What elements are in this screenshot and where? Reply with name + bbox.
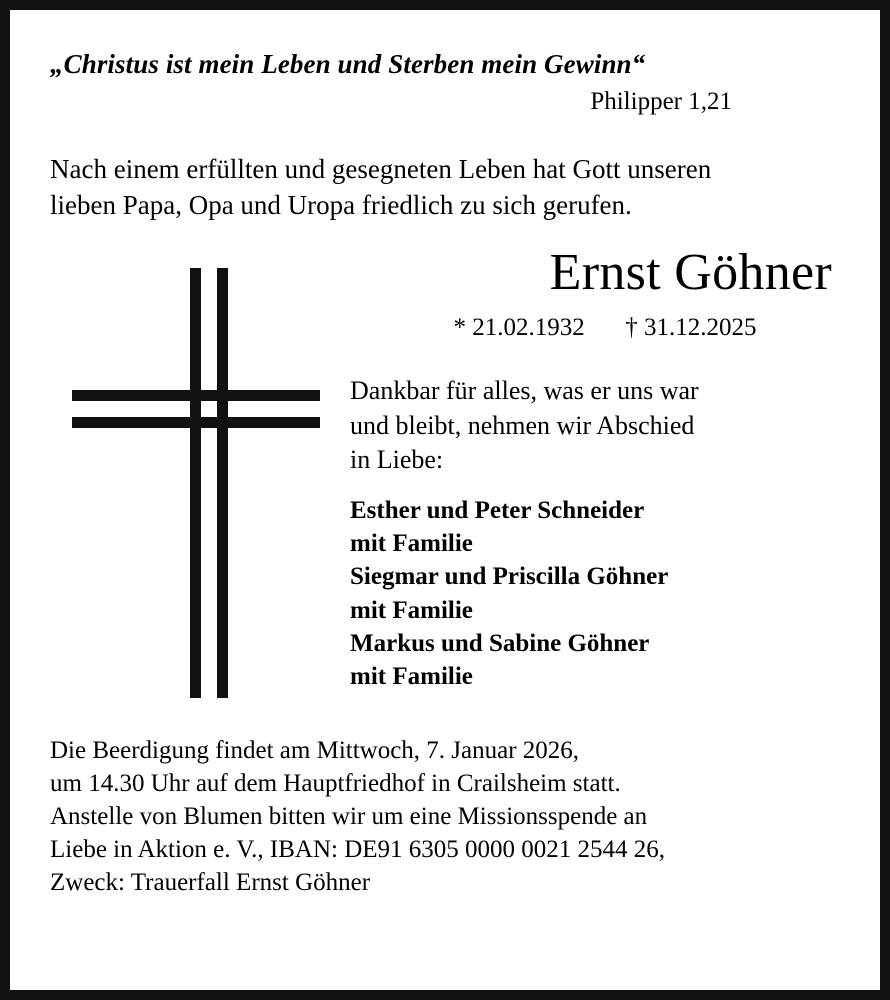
funeral-line-5: Zweck: Trauerfall Ernst Göhner	[50, 868, 371, 896]
body-area	[50, 243, 840, 716]
cross-icon	[72, 268, 332, 698]
thanks-line-1: Dankbar für alles, was er uns war	[350, 376, 699, 406]
bible-quote-source: Philipper 1,21	[590, 88, 732, 116]
family-list	[350, 494, 840, 694]
thanks-line-3: in Liebe:	[350, 445, 444, 475]
list-item: mit Familie	[350, 530, 473, 558]
intro-text	[50, 152, 840, 223]
death-date: † 31.12.2025	[625, 314, 757, 342]
cross-horizontal-bar-top	[72, 390, 320, 401]
bible-quote: „Christus ist mein Leben und Sterben mein Gewinn“	[50, 49, 646, 79]
cross-vertical-bar-right	[217, 268, 228, 698]
life-dates	[350, 314, 840, 342]
thanks-line-2: und bleibt, nehmen wir Abschied	[350, 410, 695, 440]
funeral-line-4: Liebe in Aktion e. V., IBAN: DE91 6305 0000 0021 2544 26,	[50, 835, 666, 863]
list-item: Siegmar und Priscilla Göhner	[350, 563, 669, 591]
funeral-details	[50, 734, 840, 899]
list-item: mit Familie	[350, 663, 473, 691]
thanks-text	[350, 374, 840, 478]
funeral-line-1: Die Beerdigung findet am Mittwoch, 7. Januar 2026,	[50, 736, 580, 764]
list-item: mit Familie	[350, 596, 473, 624]
intro-line-2: lieben Papa, Opa und Uropa friedlich zu sich gerufen.	[50, 190, 632, 221]
cross-horizontal-bar-bottom	[72, 417, 320, 428]
intro-line-1: Nach einem erfüllten und gesegneten Leben hat Gott unseren	[50, 154, 712, 185]
quote-block	[50, 48, 840, 116]
funeral-line-3: Anstelle von Blumen bitten wir um eine Missionsspende an	[50, 802, 648, 830]
list-item: Esther und Peter Schneider	[350, 496, 645, 524]
right-column	[350, 243, 840, 694]
deceased-name: Ernst Göhner	[549, 243, 832, 301]
list-item: Markus und Sabine Göhner	[350, 629, 650, 657]
funeral-line-2: um 14.30 Uhr auf dem Hauptfriedhof in Crailsheim statt.	[50, 769, 621, 797]
birth-date: * 21.02.1932	[453, 314, 585, 342]
cross-vertical-bar-left	[190, 268, 201, 698]
